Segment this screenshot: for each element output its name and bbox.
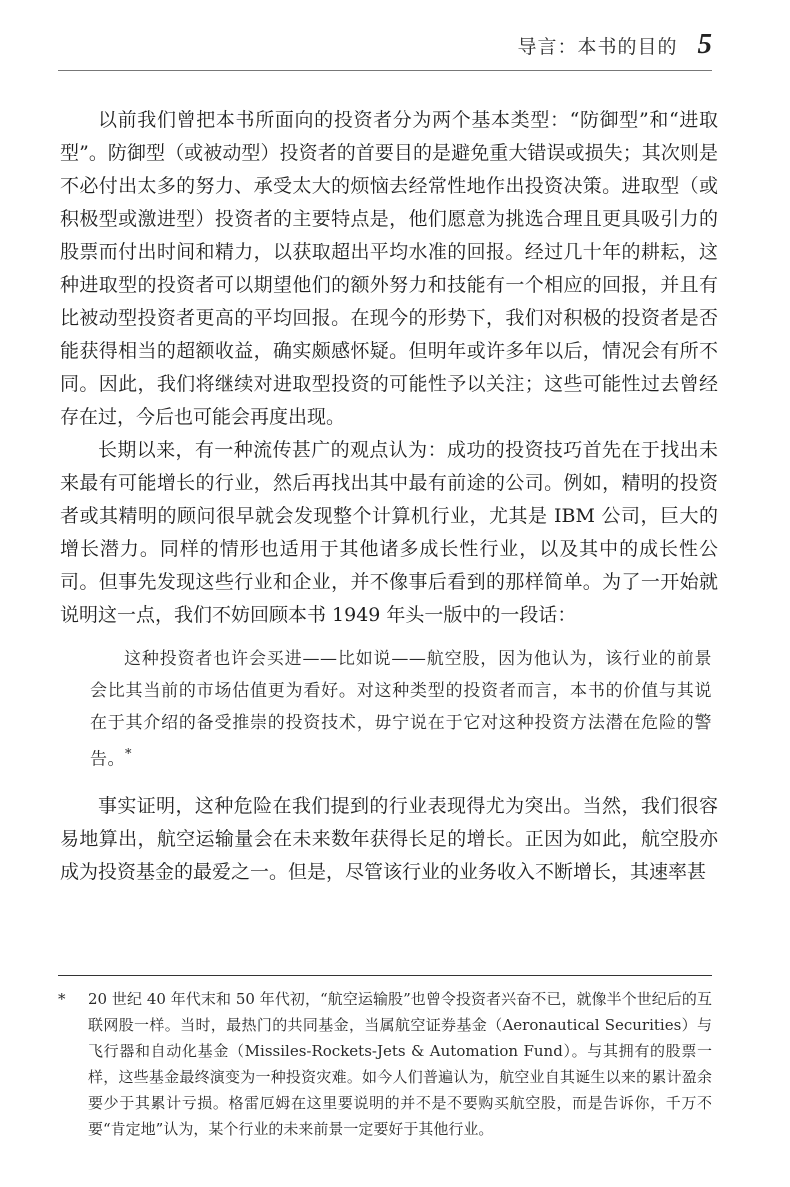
header-divider	[58, 70, 712, 71]
block-quote	[90, 643, 712, 776]
footnote	[58, 986, 712, 1142]
quote-text: 这种投资者也许会买进——比如说——航空股，因为他认为，该行业的前景会比其当前的市场估值更为看好。对这种类型的投资者而言，本书的价值与其说在于其介绍的备受推崇的投资技术，毋宁说在于它对这种投资方法潜在危险的警告。	[90, 649, 712, 770]
footnote-marker: *	[58, 990, 66, 1008]
main-text	[60, 104, 718, 889]
footnote-divider	[58, 975, 712, 976]
footnote-text: 20 世纪 40 年代末和 50 年代初，“航空运输股”也曾令投资者兴奋不已，就像半个世纪后的互联网股一样。当时，最热门的共同基金，当属航空证券基金（Aeronautical Securities）与飞行器和自动化基金（Missiles-Rockets-Jets & Automation Fund）。与其拥有的股票一样，这些基金最终演变为一种投资灾难。如今人们普遍认为，航空业自其诞生以来的累计盈余要少于其累计亏损。格雷厄姆在这里要说明的并不是不要购买航空股，而是告诉你，千万不要“肯定地”认为，某个行业的未来前景一定要好于其他行业。	[88, 990, 712, 1138]
paragraph-airline-danger: 事实证明，这种危险在我们提到的行业表现得尤为突出。当然，我们很容易地算出，航空运输量会在未来数年获得长足的增长。正因为如此，航空股亦成为投资基金的最爱之一。但是，尽管该行业的业务收入不断增长，其速率甚	[60, 794, 718, 883]
page-number: 5	[697, 28, 712, 60]
paragraph-growth-industries: 长期以来，有一种流传甚广的观点认为：成功的投资技巧首先在于找出未来最有可能增长的行业，然后再找出其中最有前途的公司。例如，精明的投资者或其精明的顾问很早就会发现整个计算机行业，尤其是 IBM 公司，巨大的增长潜力。同样的情形也适用于其他诸多成长性行业，以及其中的成长性公司。但事先发现这些行业和企业，并不像事后看到的那样简单。为了一开始就说明这一点，我们不妨回顾本书 1949 年头一版中的一段话：	[60, 439, 718, 626]
page-header	[517, 28, 712, 61]
paragraph-investor-types: 以前我们曾把本书所面向的投资者分为两个基本类型：“防御型”和“进取型”。防御型（或被动型）投资者的首要目的是避免重大错误或损失；其次则是不必付出太多的努力、承受太大的烦恼去经常性地作出投资决策。进取型（或积极型或激进型）投资者的主要特点是，他们愿意为挑选合理且更具吸引力的股票而付出时间和精力，以获取超出平均水准的回报。经过几十年的耕耘，这种进取型的投资者可以期望他们的额外努力和技能有一个相应的回报，并且有比被动型投资者更高的平均回报。在现今的形势下，我们对积极的投资者是否能获得相当的超额收益，确实颇感怀疑。但明年或许多年以后，情况会有所不同。因此，我们将继续对进取型投资的可能性予以关注；这些可能性过去曾经存在过，今后也可能会再度出现。	[60, 109, 718, 428]
chapter-title: 导言：本书的目的	[517, 36, 678, 58]
footnote-reference: *	[125, 747, 132, 762]
